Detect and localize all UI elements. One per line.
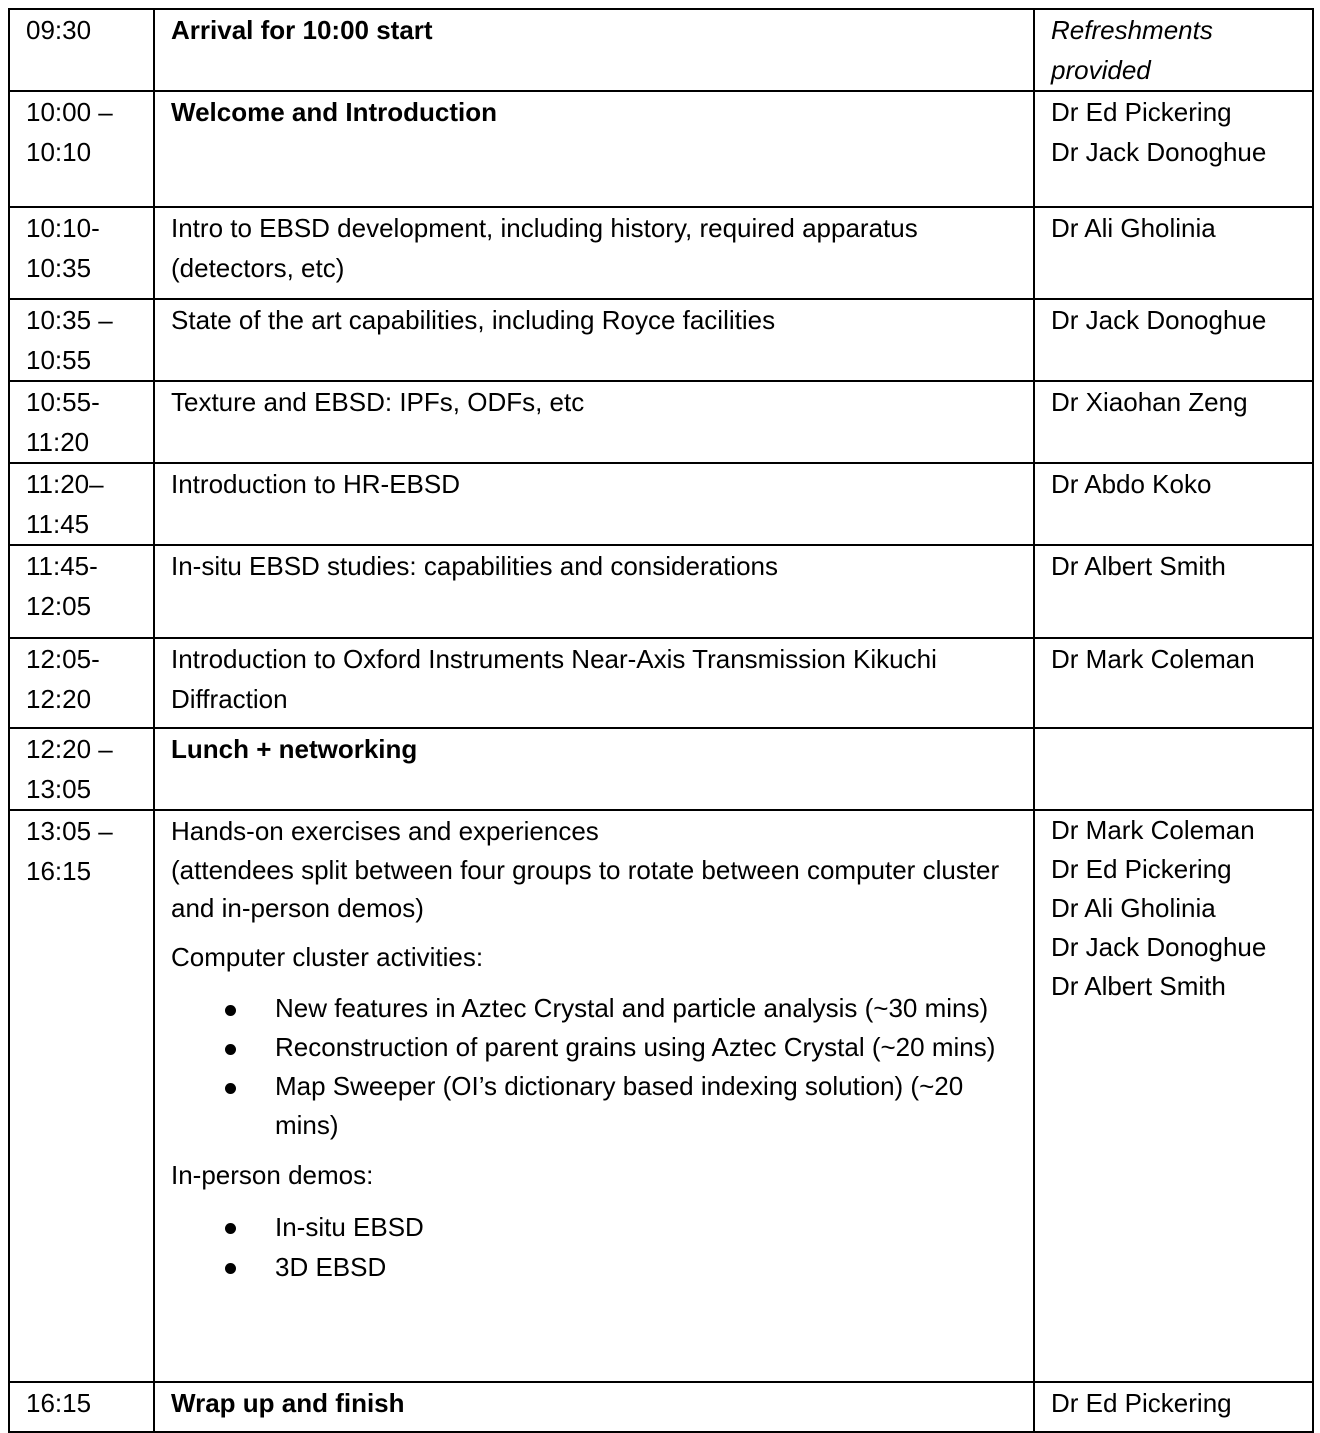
table-row [9, 810, 1313, 1382]
list-item-text: 3D EBSD [275, 1252, 387, 1282]
table-row [9, 299, 1313, 381]
list-item [171, 1247, 1017, 1287]
table-row [9, 545, 1313, 638]
item-text: Arrival for 10:00 start [171, 15, 433, 45]
computer-cluster-heading: Computer cluster activities: [171, 942, 484, 972]
bullet-icon [225, 1223, 236, 1234]
note-text: Refreshments provided [1051, 15, 1213, 85]
list-item [171, 989, 1017, 1028]
time-text: 11:20– 11:45 [26, 469, 104, 539]
table-row [9, 1382, 1313, 1432]
table-row [9, 463, 1313, 545]
speaker-cell [1034, 91, 1313, 207]
speaker-name: Dr Xiaohan Zeng [1051, 387, 1248, 417]
speaker-cell [1034, 463, 1313, 545]
time-cell [9, 1382, 154, 1432]
time-text: 09:30 [26, 15, 92, 45]
speaker-cell [1034, 810, 1313, 1382]
item-text: Lunch + networking [171, 734, 418, 764]
item-cell [154, 810, 1034, 1382]
item-cell [154, 299, 1034, 381]
item-cell [154, 207, 1034, 299]
item-text: Texture and EBSD: IPFs, ODFs, etc [171, 387, 585, 417]
item-text: Welcome and Introduction [171, 97, 497, 127]
item-cell [154, 728, 1034, 810]
time-cell [9, 299, 154, 381]
item-cell [154, 9, 1034, 91]
time-text: 13:05 – 16:15 [26, 816, 113, 886]
speaker-cell [1034, 207, 1313, 299]
time-cell [9, 91, 154, 207]
time-text: 12:05- 12:20 [26, 644, 100, 714]
speaker-name: Dr Ali Gholinia [1051, 893, 1216, 923]
table-row [9, 207, 1313, 299]
computer-cluster-list [171, 989, 1017, 1145]
list-item-text: In-situ EBSD [275, 1212, 424, 1242]
speaker-name: Dr Jack Donoghue [1051, 137, 1267, 167]
item-subtext: (attendees split between four groups to rotate between computer cluster and in-person demos) [171, 855, 1000, 923]
time-text: 10:55- 11:20 [26, 387, 100, 457]
item-cell [154, 381, 1034, 463]
item-cell [154, 1382, 1034, 1432]
speaker-cell [1034, 545, 1313, 638]
speaker-cell [1034, 381, 1313, 463]
item-cell [154, 463, 1034, 545]
speaker-cell [1034, 9, 1313, 91]
speaker-name: Dr Mark Coleman [1051, 815, 1255, 845]
item-cell [154, 91, 1034, 207]
speaker-name: Dr Abdo Koko [1051, 469, 1212, 499]
bullet-icon [225, 1044, 236, 1055]
item-text: Introduction to Oxford Instruments Near-Axis Transmission Kikuchi Diffraction [171, 644, 937, 714]
speaker-name: Dr Ali Gholinia [1051, 213, 1216, 243]
time-cell [9, 810, 154, 1382]
table-row [9, 638, 1313, 728]
list-item-text: Reconstruction of parent grains using Aztec Crystal (~20 mins) [275, 1032, 996, 1062]
speaker-cell [1034, 728, 1313, 810]
list-item [171, 1207, 1017, 1247]
speaker-name: Dr Ed Pickering [1051, 1388, 1232, 1418]
speaker-cell [1034, 638, 1313, 728]
table-row [9, 91, 1313, 207]
speaker-name: Dr Jack Donoghue [1051, 305, 1267, 335]
time-cell [9, 463, 154, 545]
table-row [9, 728, 1313, 810]
table-row [9, 9, 1313, 91]
time-cell [9, 381, 154, 463]
speaker-name: Dr Ed Pickering [1051, 854, 1232, 884]
time-cell [9, 9, 154, 91]
item-text: Wrap up and finish [171, 1388, 405, 1418]
item-text: Introduction to HR-EBSD [171, 469, 461, 499]
time-cell [9, 207, 154, 299]
speaker-cell [1034, 299, 1313, 381]
speaker-name: Dr Jack Donoghue [1051, 932, 1267, 962]
time-text: 10:35 – 10:55 [26, 305, 113, 375]
speaker-cell [1034, 1382, 1313, 1432]
time-text: 16:15 [26, 1388, 92, 1418]
agenda-table [8, 8, 1314, 1433]
speaker-name: Dr Albert Smith [1051, 971, 1226, 1001]
list-item-text: Map Sweeper (OI’s dictionary based indexing solution) (~20 mins) [275, 1071, 964, 1140]
speaker-name: Dr Mark Coleman [1051, 644, 1255, 674]
bullet-icon [225, 1263, 236, 1274]
speaker-name: Dr Ed Pickering [1051, 97, 1232, 127]
item-text: Hands-on exercises and experiences [171, 816, 599, 846]
time-text: 10:10- 10:35 [26, 213, 100, 283]
list-item [171, 1067, 1017, 1145]
in-person-demos-heading: In-person demos: [171, 1160, 374, 1190]
list-item [171, 1028, 1017, 1067]
time-text: 11:45- 12:05 [26, 551, 98, 621]
item-text: Intro to EBSD development, including history, required apparatus (detectors, etc) [171, 213, 918, 283]
time-cell [9, 638, 154, 728]
bullet-icon [225, 1005, 236, 1016]
time-text: 10:00 – 10:10 [26, 97, 113, 167]
time-cell [9, 545, 154, 638]
bullet-icon [225, 1083, 236, 1094]
item-cell [154, 545, 1034, 638]
speaker-name: Dr Albert Smith [1051, 551, 1226, 581]
list-item-text: New features in Aztec Crystal and particle analysis (~30 mins) [275, 993, 989, 1023]
item-cell [154, 638, 1034, 728]
in-person-demos-list [171, 1207, 1017, 1287]
table-row [9, 381, 1313, 463]
item-text: In-situ EBSD studies: capabilities and considerations [171, 551, 778, 581]
time-text: 12:20 – 13:05 [26, 734, 113, 804]
item-text: State of the art capabilities, including Royce facilities [171, 305, 776, 335]
time-cell [9, 728, 154, 810]
